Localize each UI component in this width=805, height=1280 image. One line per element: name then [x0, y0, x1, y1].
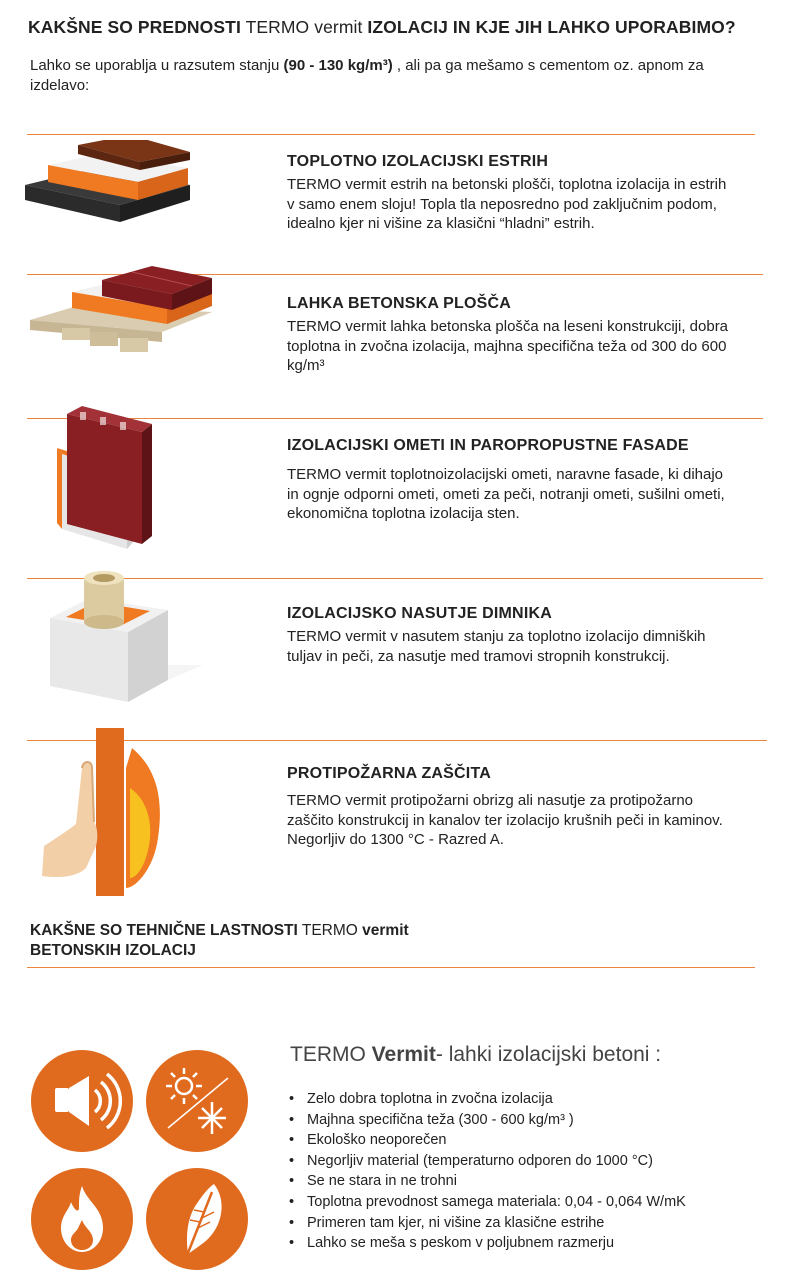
divider: [27, 134, 755, 135]
feather-icon: [146, 1168, 248, 1270]
heat-cold-icon: [146, 1050, 248, 1152]
fire-protection-illustration: [36, 728, 176, 898]
section-title-slab: LAHKA BETONSKA PLOŠČA: [287, 295, 512, 312]
section-title-plaster: IZOLACIJSKI OMETI IN PAROPROPUSTNE FASADE: [287, 437, 689, 454]
plaster-wall-illustration: [52, 404, 172, 554]
chimney-illustration: [38, 570, 208, 710]
section-body-plaster: TERMO vermit toplotnoizolacijski ometi, naravne fasade, ki dihajo in ognje odporni ometi, ometi za peči, notranji ometi, sušilni ometi, ekonomična toplotna izolacija sten.: [287, 466, 725, 522]
section-title-fire: PROTIPOŽARNA ZAŠČITA: [287, 765, 491, 782]
list-item: • Majhna specifična teža (300 - 600 kg/m³ ): [289, 1110, 686, 1131]
estrih-illustration: [20, 140, 220, 230]
list-item: • Lahko se meša s peskom v poljubnem razmerju: [289, 1233, 686, 1254]
features-list: [289, 1089, 686, 1254]
intro-text: Lahko se uporablja u razsutem stanju (90 - 130 kg/m³) , ali pa ga mešamo s cementom oz. apnom za izdelavo:: [30, 57, 704, 94]
list-item: • Toplotna prevodnost samega materiala: 0,04 - 0,064 W/mK: [289, 1192, 686, 1213]
section-title-chimney: IZOLACIJSKO NASUTJE DIMNIKA: [287, 605, 552, 622]
section-body-estrih: TERMO vermit estrih na betonski plošči, toplotna izolacija in estrih v samo enem sloju! Topla tla neposredno pod zaključnim podom, idealno kjer ni višine za klasični “hladni” estrih.: [287, 176, 727, 232]
page-title: KAKŠNE SO PREDNOSTI TERMO vermit IZOLACIJ IN KJE JIH LAHKO UPORABIMO?: [28, 17, 736, 37]
list-item: • Negorljiv material (temperaturno odporen do 1000 °C): [289, 1151, 686, 1172]
list-item: • Se ne stara in ne trohni: [289, 1171, 686, 1192]
sound-icon: [31, 1050, 133, 1152]
list-item: • Ekološko neoporečen: [289, 1130, 686, 1151]
slab-illustration: [22, 262, 222, 362]
list-item: • Primeren tam kjer, ni višine za klasične estrihe: [289, 1213, 686, 1234]
section-body-fire: TERMO vermit protipožarni obrizg ali nasutje za protipožarno zaščito konstrukcij in kanalov ter izolacijo krušnih peči in kaminov. Negorljiv do 1300 °C - Razred A.: [287, 792, 723, 848]
section-body-chimney: TERMO vermit v nasutem stanju za toplotno izolacijo dimniških tuljav in peči, za nasutje med tramovi stropnih konstrukcij.: [287, 628, 706, 665]
concrete-title: TERMO Vermit- lahki izolacijski betoni :: [290, 1043, 662, 1066]
list-item: • Zelo dobra toplotna in zvočna izolacija: [289, 1089, 686, 1110]
divider: [27, 967, 755, 968]
technical-heading: KAKŠNE SO TEHNIČNE LASTNOSTI TERMO vermit BETONSKIH IZOLACIJ: [30, 922, 409, 959]
fire-icon: [31, 1168, 133, 1270]
section-body-slab: TERMO vermit lahka betonska plošča na leseni konstrukciji, dobra toplotna in zvočna izolacija, majhna specifična teža od 300 do 600 kg/m³: [287, 318, 729, 374]
section-title-estrih: TOPLOTNO IZOLACIJSKI ESTRIH: [287, 153, 549, 170]
